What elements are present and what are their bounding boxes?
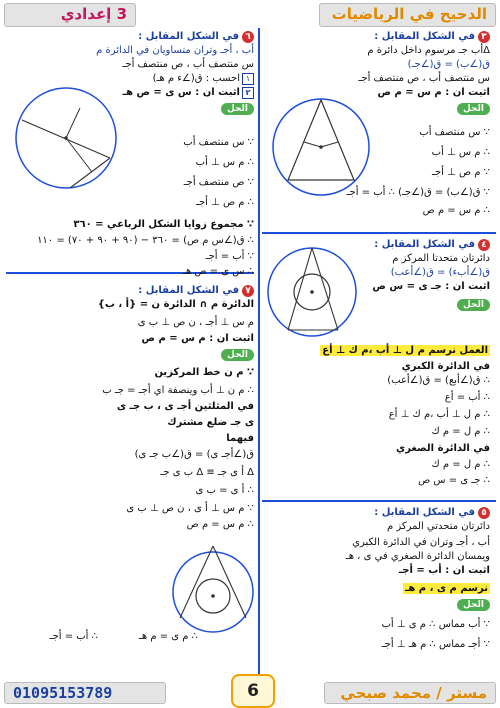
solution-step: ∴ جـ ى = س ص [418, 475, 490, 486]
bottom-mid-line [118, 630, 198, 644]
page-title: الدحيح في الرياضيات [331, 5, 487, 23]
problem-5 [340, 506, 490, 534]
solution-step: ∴ م س = م ص [422, 205, 490, 216]
page-number: 6 [247, 681, 259, 701]
solution-step: ∵ ص منتصف أجـ [183, 177, 254, 188]
concentric-circles-figure [266, 240, 358, 340]
problem-number-badge: ٣ [478, 31, 490, 43]
problem-4-solution [260, 344, 490, 488]
solution-step: ق(∠أجـ ى) = ق(∠ب جـ ى) [134, 449, 254, 460]
solution-step: ∵ مجموع زوايا الشكل الرباعي = ٣٦٠ [73, 219, 254, 230]
problem-number-badge: ٤ [478, 239, 490, 251]
prove-line: اثبت ان : جـ ى = س ص [372, 281, 490, 292]
problem-title: في الشكل المقابل : [374, 239, 475, 250]
solution-step: ∵ س منتصف أب [183, 137, 254, 148]
given-line: م س ⊥ أجـ ، ن ص ⊥ ب ى [137, 317, 254, 328]
prove-line: اثبت ان : م س = م ص [141, 333, 254, 344]
divider-right-1 [262, 232, 496, 234]
given-line: ويمسان الدائرة الصغري في ى ، هـ [345, 551, 490, 562]
work-line: العمل نرسم م ل ⊥ أب ،م ك ⊥ أع [322, 345, 488, 356]
solution-step: ∴ س ى = ص هـ [183, 266, 254, 277]
solution-step: ∵ م س ⊥ أ ى ، ن ص ⊥ ب ى [126, 503, 254, 514]
problem-6-steps-b [10, 218, 254, 279]
problem-6-steps-a [134, 136, 254, 210]
title-banner [319, 3, 496, 27]
given-line: أب ، أجـ وتران متساويان في الدائرة م [96, 45, 254, 56]
given-line: ق(∠ب) = ق(∠جـ) [407, 59, 490, 70]
solution-step: ∴ م ل = م ك [431, 426, 490, 437]
solution-badge: الحل [221, 103, 254, 115]
solution-badge: الحل [457, 299, 490, 311]
solution-step: ∴ م س = م ص [186, 519, 254, 530]
solution-badge: الحل [457, 103, 490, 115]
phone-number: 01095153789 [13, 684, 113, 702]
solution-step: ∴ م س ⊥ أب [431, 147, 490, 158]
problem-title: في الشكل المقابل : [374, 507, 475, 518]
solution-step: ∴ ق(∠أبع) = ق(∠أعب) [387, 375, 490, 386]
solution-step: ∴ أ ى = ب ى [195, 485, 254, 496]
divider-right-2 [262, 500, 496, 502]
solution-badge: الحل [457, 599, 490, 611]
solution-step: ∵ أب مماس ∴ م ى ⊥ أب [381, 619, 490, 630]
solution-badge: الحل [221, 349, 254, 361]
prove-line: اثبت ان : س ى = ص هـ [122, 87, 240, 98]
page-number-box [231, 674, 275, 708]
solution-step: ∴ ق(∠س م ص) = ٣٦٠ − (٩٠ + ٩٠ + ٧٠) = ١١٠ [37, 235, 254, 246]
problem-title: في الشكل المقابل : [374, 31, 475, 42]
prove-line: اثبت ان : م س = م ص [377, 87, 490, 98]
solution-step: ∴ م س ⊥ أب [195, 157, 254, 168]
teacher-name: مستر / محمد صبحي [340, 684, 487, 702]
problem-7 [14, 284, 254, 532]
part-number: ٢ [242, 87, 254, 99]
given-line: أب ، أجـ وتران في الدائرة الكبري [352, 537, 490, 548]
solution-step: Δ أ ى جـ ≡ Δ ب ى جـ [160, 467, 254, 478]
solution-step: فيهما [226, 433, 254, 444]
part-number: ١ [242, 73, 254, 85]
problem-number-badge: ٥ [478, 507, 490, 519]
task-line: احسب : ق(∠ء م هـ) [152, 73, 240, 84]
circle-triangle-figure [266, 92, 376, 202]
solution-step: في الدائرة الصغري [396, 443, 490, 454]
bottom-left-line [18, 630, 98, 644]
given-line: الدائرة م ∩ الدائرة ن = {أ ، ب} [97, 299, 254, 310]
solution-step: ∴ م ل = م ك [431, 459, 490, 470]
prove-line: اثبت ان : أب = أجـ [398, 565, 490, 576]
given-line: دائرتان متحدتا المركز م [392, 253, 490, 264]
problem-title: في الشكل المقابل : [138, 285, 239, 296]
solution-step: ∵ أب = أجـ [205, 251, 254, 262]
solution-step: في المثلثين أجـ ى ، ب جـ ى [116, 401, 254, 412]
solution-step: ∴ أب = أجـ [49, 631, 98, 642]
problem-5-body [260, 536, 490, 652]
given-line: Δأب جـ مرسوم داخل دائرة م [367, 45, 490, 56]
grade-banner [4, 3, 136, 27]
solution-step: ∴ م ل ⊥ أب ،م ك ⊥ أع [388, 409, 490, 420]
problem-number-badge: ٧ [242, 285, 254, 297]
solution-step: ى جـ ضلع مشترك [167, 417, 254, 428]
work-line: نرسم م ى ، م هـ [404, 583, 488, 594]
circle-chords-figure [10, 82, 122, 194]
given-line: دائرتان متحدتي المركز م [386, 521, 490, 532]
solution-step: ∵ أجـ مماس ∴ م هـ ⊥ أجـ [381, 639, 490, 650]
solution-step: ∴ أب = أع [444, 392, 490, 403]
solution-step: ∵ م ن خط المركزين [154, 367, 254, 378]
solution-step: ∵ ق(∠ب) = ق(∠جـ) ∴ أب = أجـ [346, 187, 490, 198]
grade-label: 3 إعدادي [60, 5, 127, 23]
problem-title: في الشكل المقابل : [138, 31, 239, 42]
solution-step: ∵ س منتصف أب [419, 127, 490, 138]
problem-number-badge: ٦ [242, 31, 254, 43]
solution-step: ∴ م ص ⊥ أجـ [196, 197, 254, 208]
solution-step: ∵ م ص ⊥ أجـ [432, 167, 490, 178]
tangent-circles-figure [168, 540, 258, 636]
solution-step: ∴ م ى = م هـ [138, 631, 198, 642]
solution-step: ∴ م ن ⊥ أب وينصفة اي أجـ = جـ ب [102, 385, 254, 396]
given-line: س منتصف أب ، ص منتصف أجـ [358, 73, 490, 84]
given-line: ق(∠أبء) = ق(∠أعب) [390, 267, 490, 278]
phone-banner [4, 682, 166, 704]
solution-step: في الدائرة الكبري [401, 361, 490, 372]
teacher-banner [324, 682, 496, 704]
given-line: س منتصف أب ، ص منتصف أجـ [122, 59, 254, 70]
